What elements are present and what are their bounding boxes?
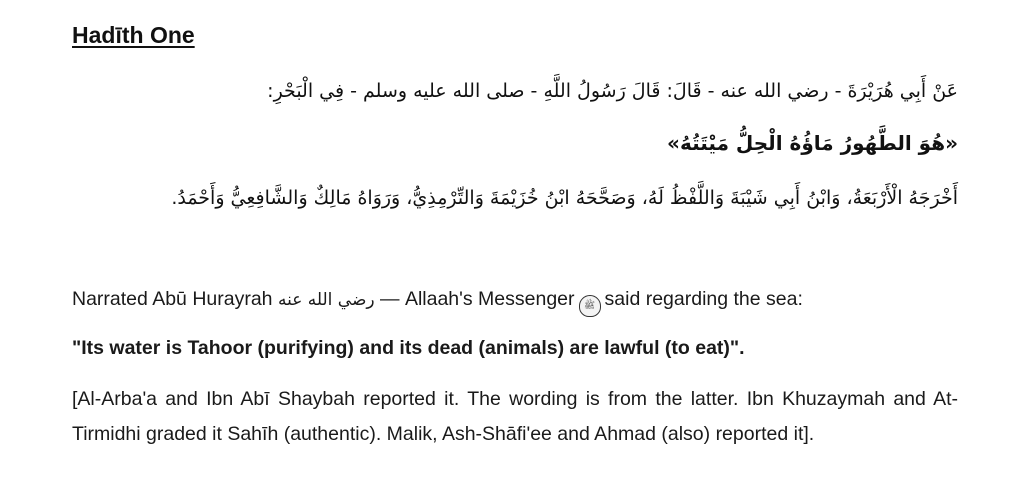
arabic-takhrij: أَخْرَجَهُ الْأَرْبَعَةُ، وَابْنُ أَبِي شَيْبَةَ وَاللَّفْظُ لَهُ، وَصَحَّحَهُ ابْنُ خُزَيْمَةَ وَالتِّرْمِذِيُّ، وَرَوَاهُ مَالِكٌ وَالشَّافِعِيُّ وَأَحْمَدُ.: [171, 187, 958, 209]
arabic-matn: «هُوَ الطَّهُورُ مَاؤُهُ الْحِلُّ مَيْتَتُهُ»: [667, 131, 958, 155]
salutation-icon: ﷺ: [579, 295, 601, 317]
honorific-text: رضي الله عنه: [277, 290, 375, 310]
english-matn: "Its water is Tahoor (purifying) and its dead (animals) are lawful (to eat)".: [72, 337, 745, 359]
narrator-text: Narrated Abū Hurayrah: [72, 288, 273, 310]
hadith-heading: Hadīth One: [72, 22, 195, 48]
regarding-text: said regarding the sea:: [604, 288, 803, 310]
messenger-text: — Allaah's Messenger: [380, 288, 575, 310]
english-takhrij: [Al-Arba'a and Ibn Abī Shaybah reported it. The wording is from the latter. Ibn Khuzaymah and At-Tirmidhi graded it Sahīh (authentic). Malik, Ash-Shāfi'ee and Ahmad (also) reported it].: [72, 388, 958, 445]
arabic-isnad: عَنْ أَبِي هُرَيْرَةَ - رضي الله عنه - قَالَ: قَالَ رَسُولُ اللَّهِ - صلى الله عليه وسلم - فِي الْبَحْرِ:: [267, 80, 958, 102]
english-narration-line: [72, 288, 803, 317]
